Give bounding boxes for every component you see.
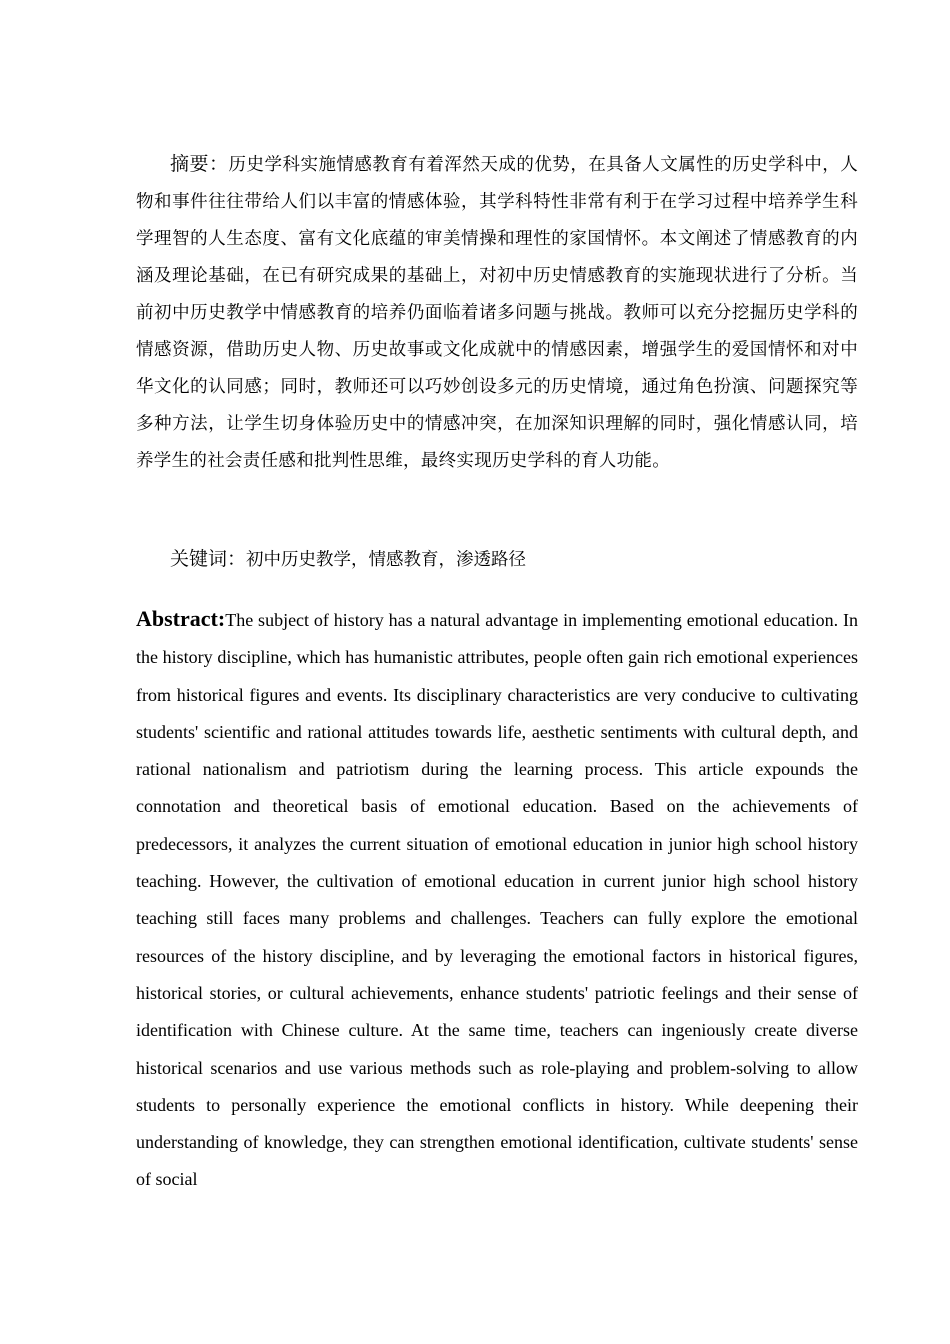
english-abstract-label: Abstract: [136,606,226,631]
chinese-abstract [136,146,858,480]
chinese-keywords-label: 关键词： [170,548,247,570]
chinese-keywords-text: 初中历史教学，情感教育，渗透路径 [246,550,527,570]
chinese-keywords [170,541,858,579]
chinese-abstract-label: 摘要： [170,153,229,175]
english-abstract [136,600,858,1199]
chinese-abstract-text: 历史学科实施情感教育有着浑然天成的优势，在具备人文属性的历史学科中，人物和事件往往带给人们以丰富的情感体验，其学科特性非常有利于在学习过程中培养学生科学理智的人生态度、富有文化底蕴的审美情操和理性的家国情怀。本文阐述了情感教育的内涵及理论基础，在已有研究成果的基础上，对初中历史情感教育的实施现状进行了分析。当前初中历史教学中情感教育的培养仍面临着诸多问题与挑战。教师可以充分挖掘历史学科的情感资源，借助历史人物、历史故事或文化成就中的情感因素，增强学生的爱国情怀和对中华文化的认同感；同时，教师还可以巧妙创设多元的历史情境，通过角色扮演、问题探究等多种方法，让学生切身体验历史中的情感冲突，在加深知识理解的同时，强化情感认同，培养学生的社会责任感和批判性思维，最终实现历史学科的育人功能。 [136,155,858,471]
english-abstract-text: The subject of history has a natural advantage in implementing emotional education. In the history discipline, which has humanistic attributes, people often gain rich emotional experiences from historical figures and events. Its disciplinary characteristics are very conducive to cultivating students' scientific and rational attitudes towards life, aesthetic sentiments with cultural depth, and rational nationalism and patriotism during the learning process. This article expounds the connotation and theoretical basis of emotional education. Based on the achievements of predecessors, it analyzes the current situation of emotional education in junior high school history teaching. However, the cultivation of emotional education in current junior high school history teaching still faces many problems and challenges. Teachers can fully explore the emotional resources of the history discipline, and by leveraging the emotional factors in historical figures, historical stories, or cultural achievements, enhance students' patriotic feelings and their sense of identification with Chinese culture. At the same time, teachers can ingeniously create diverse historical scenarios and use various methods such as role-playing and problem-solving to allow students to personally experience the emotional conflicts in history. While deepening their understanding of knowledge, they can strengthen emotional identification, cultivate students' sense of social [136,610,858,1190]
